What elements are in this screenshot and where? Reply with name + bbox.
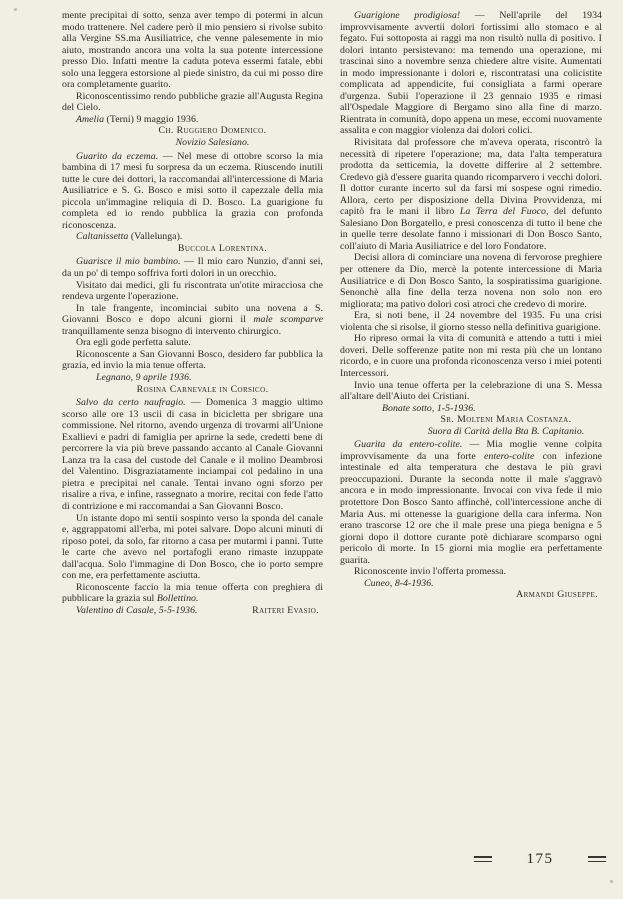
- date-text: , 9 aprile 1936.: [130, 371, 192, 383]
- place-date: [340, 578, 602, 590]
- signature: [62, 125, 323, 137]
- grace-report-bambino: [62, 256, 323, 279]
- report-paragraph: Ora egli gode perfetta salute.: [76, 337, 191, 349]
- signature: [340, 589, 602, 601]
- report-title: Guarigione prodigiosa!: [354, 10, 461, 21]
- continued-text: mente precipitai di sotto, senza aver tempo di potermi in alcun modo trattenere. Nel cadere però il mio pensiero si rivolse subito alla Vergine SS.ma Ausiliatrice, che venne palesemente in mio aiuto, mostrando ancora una volta la sua potente intercessione presso Dio. Infatti mentre la caduta poteva essermi fatale, ebbi solo una leggera estorsione al piede sinistro, da cui mi posso dire ora completamente guarito.: [62, 10, 323, 91]
- report-paragraph: Riconoscente a San Giovanni Bosco, desidero far pubblica la grazia, ed invio la mia tenue offerta.: [62, 348, 323, 372]
- left-column: [62, 10, 323, 616]
- place-date: [62, 231, 323, 243]
- report-body: — Nell'aprile del 1934 improvvisamente avvertii dolori fortissimi allo stomaco e al fegato. Fui sottoposta ai raggi ma non risultò nulla di positivo. I dolori intanto persistevano: ma temendo una operazione, mi trascinai sino a novembre senza chiedere altre visite. Aumentati in modo impressionante i dolori e, riscontratasi una colicistite complicata ad appendicite, fui consigliata a farmi operare d'urgenza. Subii l'operazione il 23 gennaio 1935 e rimasi all'Ospedale Maggiore di Bergamo sino alla fine di marzo. Rientrata in comunità, dopo appena un mese, eccomi nuovamente assalita e con maggior violenza dai dolori colici.: [340, 10, 602, 137]
- page-number: 175: [526, 850, 554, 867]
- report-body: — Nel mese di ottobre scorso la mia bambina di 17 mesi fu sorpresa da un eczema. Riuscendo inutili tutte le cure dei dottori, la raccomandai all'intercessione di Maria Ausiliatrice e S. G. Bosco e misi sotto il capezzale della mia piccola un'immagine reliquia di D. Bosco. La guarigione fu completa ed io rendo pubblica la grazia con profonda riconoscenza.: [62, 150, 323, 231]
- report-title: Guarito da eczema.: [76, 150, 159, 162]
- grace-report-eczema: [62, 151, 323, 232]
- signature-name: Raiteri Evasio.: [252, 604, 319, 616]
- double-dash-ornament: [588, 856, 606, 861]
- place-name: Caltanissetta: [76, 231, 129, 243]
- paper-speck: [14, 8, 17, 11]
- report-paragraph: Riconoscente invio l'offerta promessa.: [354, 566, 507, 578]
- date-text: , 8-4-1936.: [389, 577, 434, 589]
- book-title: La Terra del Fuoco: [459, 206, 546, 218]
- place-detail: (Vallelunga).: [128, 231, 183, 243]
- place-date: [62, 605, 198, 617]
- signature: [340, 414, 602, 426]
- signature-name: Ch. Ruggiero Domenico.: [158, 125, 267, 137]
- report-paragraph: In tale frangente, incominciai subito una novena a S. Giovanni Bosco e dopo alcuni giorni il male scomparve tranquillamente senza bisogno di intervento chirurgico.: [62, 302, 323, 337]
- italic-phrase: entero-colite: [484, 450, 535, 462]
- report-paragraph: Riconoscente faccio la mia tenue offerta con preghiera di pubblicare la grazia sul Bollettino.: [62, 581, 323, 605]
- report-paragraph: Decisi allora di cominciare una novena di fervorose preghiere per ottenere da Dio, mercè la potente intercessione di Maria Ausiliatrice e di Don Bosco Santo, la sospiratissima guarigione. Senonchè alla fine della terza novena non solo non ero migliorata; ma pativo dolori così atroci che credevo di morire.: [340, 252, 602, 310]
- page-footer: [474, 848, 606, 870]
- signature-name: Armandi Giuseppe.: [516, 589, 598, 601]
- date-text: , 1-5-1936.: [431, 402, 476, 414]
- place-name: Valentino di Casale: [76, 604, 154, 616]
- grace-report-prodigiosa: [340, 10, 602, 137]
- signature-role: Suora di Carità della Bta B. Capitanio.: [427, 425, 585, 437]
- report-body: — Domenica 3 maggio ultimo scorso alle ore 13 uscii di casa in bicicletta per sbrigare una commissione. Nel ritorno, avendo urgenza di trovarmi all'Unione Exallievi e padri di famiglia per aprirne la sede, credetti bene di percorrere la via più breve passando accanto al Canale Giovanni Lanza tra la casa del custode del Canale e il molino Deambrosi del Valentino. Disgraziatamente inciampai col pedalino in una pietra e precipitai nel canale. Tentai invano ogni sforzo per risalire a riva, e infine, rassegnato a morire, recitai con fede l'atto di contrizione e mi raccomandai a San Giovanni Bosco.: [62, 397, 323, 512]
- date-text: (Terni) 9 maggio 1936.: [104, 113, 199, 125]
- paper-speck: [610, 880, 613, 883]
- grace-report-enterocolite: Guarita da entero-colite. — Mia moglie venne colpita improvvisamente da una forte entero-colite con infezione intestinale ed alta temperatura che destava le più gravi preoccupazioni. Durante la seconda notte il male s'aggravò ancora e in modo impressionante. Invocai con viva fede il mio protettore Don Bosco Santo affinchè, coll'intercessione anche di Maria Aus. mi ottenesse la guarigione della cara inferma. Non erano trascorse 12 ore che il male prese una piega benigna e 5 giorni dopo il dottore curante potè dichiarare scomparso ogni pericolo di morte. In 15 giorni mia moglie era perfettamente guarita.: [340, 439, 603, 566]
- right-column: [340, 10, 602, 601]
- place-date: [340, 403, 602, 415]
- italic-phrase: Bollettino.: [156, 593, 199, 605]
- double-dash-ornament: [474, 856, 492, 861]
- signature: [62, 384, 323, 396]
- report-paragraph: Invio una tenue offerta per la celebrazione di una S. Messa all'altare dell'Aiuto dei Cristiani.: [340, 379, 602, 403]
- signature-role: Novizio Salesiano.: [175, 137, 250, 149]
- grace-report-naufragio: [62, 397, 323, 512]
- thanks-paragraph: Riconoscentissimo rendo pubbliche grazie all'Augusta Regina del Cielo.: [62, 90, 323, 114]
- report-paragraph: Rivisitata dal professore che m'aveva operata, riscontrò la necessità di ripetere l'operazione; ma, data l'alta temperatura prodotta da setticemia, la dovette differire al 2 settembre. Credevo già d'essere guarita quando ricomparvero i vecchi dolori. Il dottor curante incerto sul da farsi mi sospese ogni rimedio. Allora, certo per disposizione della Divina Provvidenza, mi capitò fra le mani il libro La Terra del Fuoco, del defunto Salesiano Don Borgatello, e presi conoscenza di tutto il bene che in quelle terre desolate fanno i missionari di Don Bosco Santo, coll'aiuto di Maria Ausiliatrice e del loro Fondatore.: [340, 137, 602, 252]
- report-paragraph: Visitato dai medici, gli fu riscontrata un'otite miracciosa che rendeva urgente l'operazione.: [62, 279, 323, 303]
- place-date: [62, 114, 323, 126]
- report-title: Guarisce il mio bambino.: [76, 256, 181, 268]
- place-name: Bonate sotto: [382, 402, 432, 414]
- italic-phrase: male scomparve: [253, 314, 323, 326]
- report-paragraph: Era, si noti bene, il 24 novembre del 1935. Fu una crisi violenta che si risolse, il giorno stesso nella definitiva guarigione.: [340, 310, 602, 333]
- report-title: Guarita da entero-colite.: [354, 439, 463, 451]
- place-name: Amelia: [76, 113, 105, 125]
- signature-name: Buccola Lorentina.: [177, 242, 268, 254]
- signature-name: Sr. Molteni Maria Costanza.: [440, 414, 572, 426]
- report-paragraph: Un istante dopo mi sentii sospinto verso la sponda del canale e, aggrappatomi all'erba, mi potei salvare. Dopo alcuni minuti di riposo potei, da solo, far ritorno a casa per mutarmi i panni. Tutte le carte che avevo nel portafogli erano rimaste inzuppate dall'acqua. Solo l'immagine di Don Bosco, che io porto sempre con me, era perfettamente asciutta.: [62, 512, 323, 582]
- signature: [62, 243, 323, 255]
- place-name: Cuneo: [364, 577, 390, 589]
- report-paragraph: Ho ripreso ormai la vita di comunità e attendo a tutti i miei doveri. Delle sofferenze patite non mi resta più che un lontano ricordo, e in cuore una profonda riconoscenza verso i miei potenti Intercessori.: [340, 333, 602, 379]
- date-text: , 5-5-1936.: [153, 604, 198, 616]
- report-body: — Il mio caro Nunzio, d'anni sei, da un po' di tempo soffriva forti dolori in un orecchio.: [62, 256, 323, 280]
- report-title: Salvo da certo naufragio.: [76, 397, 186, 409]
- signature-name: Rosina Carnevale in Corsico.: [136, 383, 269, 395]
- place-name: Legnano: [96, 371, 131, 383]
- place-date: [62, 372, 323, 384]
- place-date-signature: [62, 605, 323, 617]
